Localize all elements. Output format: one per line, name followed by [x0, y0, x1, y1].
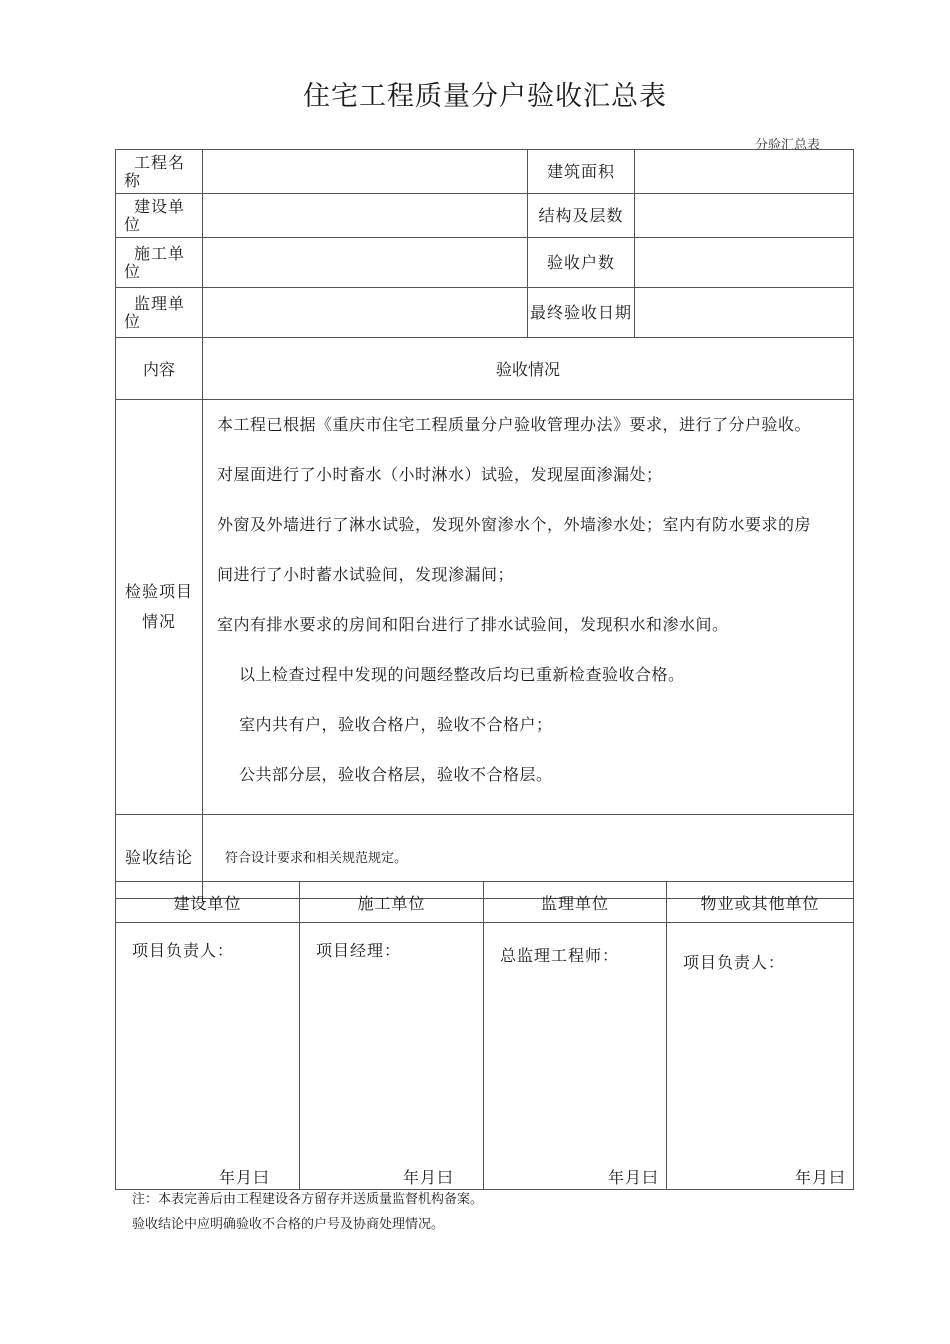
summary-table [115, 149, 854, 899]
content-label: 内容 [116, 338, 203, 400]
row-content-header [116, 338, 854, 400]
row-inspection [116, 400, 854, 815]
sig-box-supervisor[interactable] [484, 923, 667, 1190]
structure-label: 结构及层数 [528, 194, 635, 238]
row-project-name [116, 150, 854, 194]
signature-header-row [116, 882, 854, 923]
final-date-label: 最终验收日期 [528, 288, 635, 338]
supervisor-label: 监理单位 [116, 288, 203, 338]
sig-date-builder: 年月曰 [218, 1168, 270, 1187]
footnote: 验收结论中应明确验收不合格的户号及协商处理情况。 [132, 1217, 445, 1232]
sig-box-constructor[interactable] [300, 923, 484, 1190]
inspection-line: 对屋面进行了小时畜水（小时淋水）试验，发现屋面渗漏处； [217, 465, 663, 484]
supervisor-value[interactable] [203, 288, 528, 338]
sig-unit-property: 物业或其他单位 [667, 882, 854, 923]
building-area-label: 建筑面积 [528, 150, 635, 194]
footnote: 注：本表完善后由工程建设各方留存并送质量监督机构备案。 [132, 1192, 484, 1207]
sig-date-constructor: 年月曰 [402, 1168, 454, 1187]
sig-date-property: 年月曰 [794, 1168, 846, 1187]
inspection-label: 检验项目情况 [116, 400, 203, 815]
sig-box-builder[interactable] [116, 923, 300, 1190]
project-name-label: 工程名称 [116, 150, 203, 194]
status-label: 验收情况 [203, 338, 854, 400]
signature-table [115, 881, 854, 1190]
households-label: 验收户数 [528, 238, 635, 288]
page-title: 住宅工程质量分户验收汇总表 [303, 81, 667, 112]
building-area-value[interactable] [635, 150, 854, 194]
inspection-line: 间进行了小时蓄水试验间，发现渗漏间； [217, 565, 515, 584]
project-name-value[interactable] [203, 150, 528, 194]
inspection-line: 室内共有户，验收合格户，验收不合格户； [239, 715, 553, 734]
inspection-line: 外窗及外墙进行了淋水试验，发现外窗渗水个，外墙渗水处；室内有防水要求的房 [217, 515, 812, 534]
sig-unit-supervisor: 监理单位 [484, 882, 667, 923]
sig-unit-builder: 建设单位 [116, 882, 300, 923]
row-builder [116, 194, 854, 238]
sig-person-builder: 项目负责人： [132, 941, 235, 960]
conclusion-label: 验收结论 [116, 815, 203, 899]
sig-person-supervisor: 总监理工程师： [500, 946, 620, 965]
constructor-label: 施工单位 [116, 238, 203, 288]
sig-box-property[interactable] [667, 923, 854, 1190]
inspection-content [203, 400, 854, 815]
conclusion-text: 符合设计要求和相关规范规定。 [203, 815, 854, 899]
structure-value[interactable] [635, 194, 854, 238]
sig-person-property: 项目负责人： [683, 953, 786, 972]
households-value[interactable] [635, 238, 854, 288]
sig-person-constructor: 项目经理： [316, 941, 402, 960]
sig-date-supervisor: 年月曰 [607, 1168, 659, 1187]
final-date-value[interactable] [635, 288, 854, 338]
inspection-line: 公共部分层，验收合格层，验收不合格层。 [239, 765, 553, 784]
builder-value[interactable] [203, 194, 528, 238]
signature-body-row [116, 923, 854, 1190]
builder-label: 建设单位 [116, 194, 203, 238]
row-constructor [116, 238, 854, 288]
inspection-line: 室内有排水要求的房间和阳台进行了排水试验间，发现积水和渗水间。 [217, 615, 729, 634]
inspection-line: 本工程已根据《重庆市住宅工程质量分户验收管理办法》要求，进行了分户验收。 [217, 415, 812, 434]
form-code: 分验汇总表 [755, 138, 821, 153]
constructor-value[interactable] [203, 238, 528, 288]
sig-unit-constructor: 施工单位 [300, 882, 484, 923]
row-supervisor [116, 288, 854, 338]
inspection-line: 以上检查过程中发现的问题经整改后均已重新检查验收合格。 [239, 665, 685, 684]
